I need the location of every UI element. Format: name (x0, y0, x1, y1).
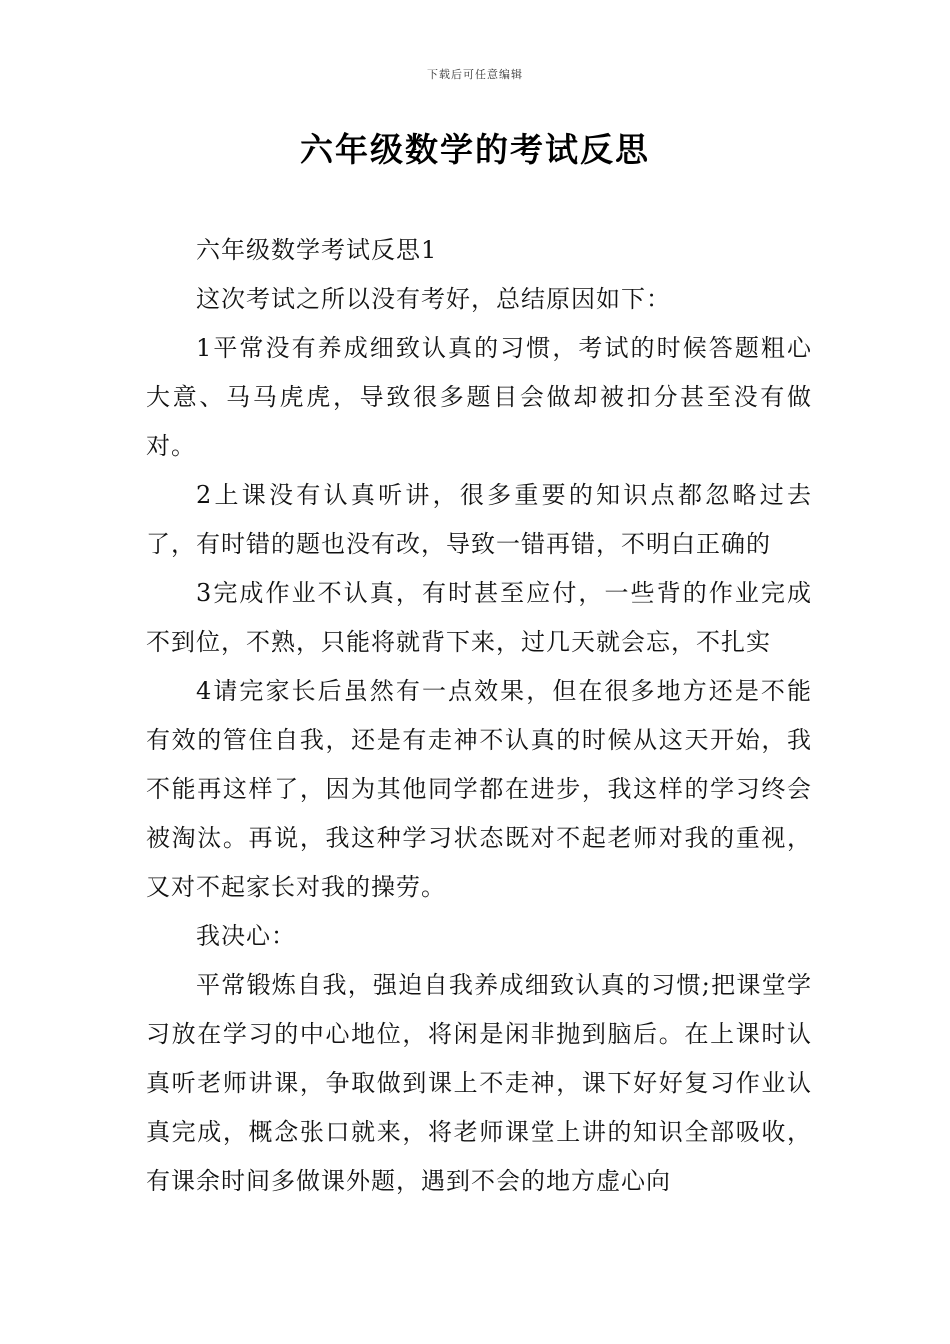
document-title: 六年级数学的考试反思 (300, 130, 650, 169)
paragraph-resolve-body: 平常锻炼自我，强迫自我养成细致认真的习惯;把课堂学习放在学习的中心地位，将闲是闲非抛到脑后。在上课时认真听老师讲课，争取做到课上不走神，课下好好复习作业认真完成，概念张口就来，将老师课堂上讲的知识全部吸收，有课余时间多做课外题，遇到不会的地方虚心向 (146, 971, 812, 1195)
header-note: 下载后可任意编辑 (427, 68, 523, 81)
paragraph-resolve-heading: 我决心： (196, 922, 296, 950)
paragraph-subtitle: 六年级数学考试反思1 (196, 236, 438, 264)
paragraph-reason-4: 4请完家长后虽然有一点效果，但在很多地方还是不能有效的管住自我，还是有走神不认真的时候从这天开始，我不能再这样了，因为其他同学都在进步，我这样的学习终会被淘汰。再说，我这种学习状态既对不起老师对我的重视，又对不起家长对我的操劳。 (146, 677, 812, 901)
paragraph-reason-3: 3完成作业不认真，有时甚至应付，一些背的作业完成不到位，不熟，只能将就背下来，过几天就会忘，不扎实 (146, 579, 812, 656)
document-body (146, 226, 812, 1206)
paragraph-reason-2: 2上课没有认真听讲，很多重要的知识点都忽略过去了，有时错的题也没有改，导致一错再错，不明白正确的 (146, 481, 812, 558)
paragraph-intro: 这次考试之所以没有考好，总结原因如下： (196, 285, 671, 313)
paragraph-reason-1: 1平常没有养成细致认真的习惯，考试的时候答题粗心大意、马马虎虎，导致很多题目会做却被扣分甚至没有做对。 (146, 334, 812, 460)
